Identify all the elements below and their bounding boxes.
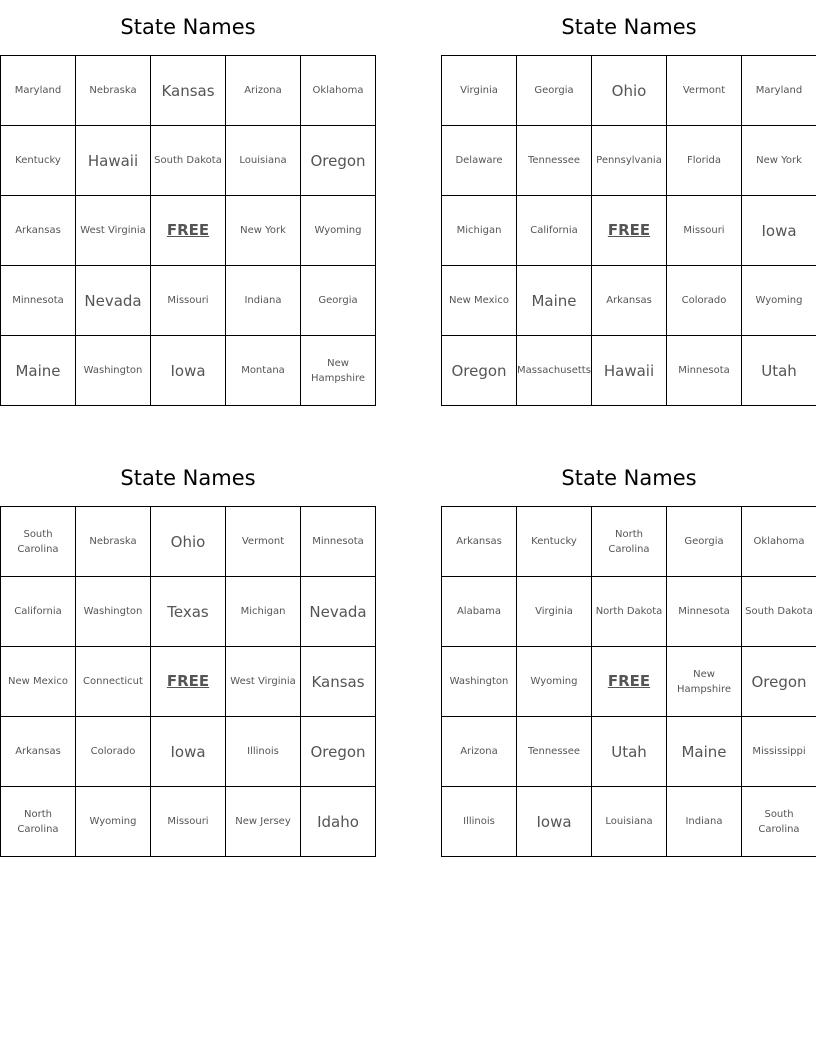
bingo-cell: Oklahoma [301,56,376,126]
card-title: State Names [561,15,697,39]
bingo-cell: Iowa [151,717,226,787]
bingo-cell: Virginia [442,56,517,126]
bingo-grid [441,506,816,857]
bingo-cell: West Virginia [226,647,301,717]
bingo-cell: Kansas [151,56,226,126]
bingo-cell: South Carolina [742,787,816,857]
bingo-cell: Ohio [151,507,226,577]
free-cell: FREE [592,647,667,717]
bingo-cell: Washington [76,577,151,647]
bingo-cell: Kentucky [517,507,592,577]
bingo-cell: Texas [151,577,226,647]
bingo-cell: Iowa [742,196,816,266]
bingo-cell: South Dakota [151,126,226,196]
card-title: State Names [120,15,256,39]
bingo-cell: Delaware [442,126,517,196]
bingo-cell: Arkansas [592,266,667,336]
bingo-cell: Wyoming [742,266,816,336]
bingo-cell: North Dakota [592,577,667,647]
bingo-cell: Illinois [442,787,517,857]
bingo-cell: Hawaii [76,126,151,196]
bingo-card-1 [0,0,376,406]
bingo-cell: Washington [442,647,517,717]
bingo-grid [441,55,816,406]
bingo-cell: Maryland [742,56,816,126]
bingo-cell: Mississippi [742,717,816,787]
bingo-cell: South Carolina [1,507,76,577]
bingo-cell: Wyoming [301,196,376,266]
bingo-card-4 [441,451,816,857]
bingo-cell: Minnesota [1,266,76,336]
bingo-cell: Alabama [442,577,517,647]
bingo-cell: Arizona [226,56,301,126]
bingo-cell: Minnesota [667,577,742,647]
bingo-cell: Vermont [667,56,742,126]
bingo-cell: Indiana [667,787,742,857]
free-cell: FREE [592,196,667,266]
bingo-cell: Georgia [667,507,742,577]
bingo-cell: North Carolina [1,787,76,857]
bingo-cell: Maine [667,717,742,787]
bingo-cell: Georgia [517,56,592,126]
bingo-cell: Hawaii [592,336,667,406]
bingo-grid [0,506,376,857]
bingo-cell: New Mexico [442,266,517,336]
bingo-cell: Tennessee [517,126,592,196]
bingo-cell: New Hampshire [667,647,742,717]
bingo-cell: Arkansas [1,717,76,787]
bingo-cell: Florida [667,126,742,196]
bingo-cell: Kentucky [1,126,76,196]
bingo-cell: Arkansas [442,507,517,577]
bingo-cell: Ohio [592,56,667,126]
bingo-cell: Maine [1,336,76,406]
bingo-cell: Montana [226,336,301,406]
bingo-cell: Maine [517,266,592,336]
card-title: State Names [561,466,697,490]
bingo-cell: California [517,196,592,266]
bingo-cell: Oklahoma [742,507,816,577]
bingo-cell: Minnesota [667,336,742,406]
bingo-cell: California [1,577,76,647]
bingo-cell: Kansas [301,647,376,717]
bingo-cell: New York [226,196,301,266]
bingo-cell: South Dakota [742,577,816,647]
bingo-cell: Oregon [742,647,816,717]
bingo-cell: Iowa [517,787,592,857]
bingo-cell: Arkansas [1,196,76,266]
bingo-grid [0,55,376,406]
bingo-card-3 [0,451,376,857]
bingo-cell: Pennsylvania [592,126,667,196]
bingo-cell: Wyoming [76,787,151,857]
bingo-cell: Oregon [301,717,376,787]
bingo-cell: Illinois [226,717,301,787]
bingo-cell: Iowa [151,336,226,406]
bingo-cell: Vermont [226,507,301,577]
bingo-cell: Nebraska [76,507,151,577]
bingo-cell: Nevada [76,266,151,336]
bingo-cell: Arizona [442,717,517,787]
bingo-cell: Oregon [442,336,517,406]
bingo-cell: West Virginia [76,196,151,266]
bingo-cell: New Hampshire [301,336,376,406]
bingo-cell: Washington [76,336,151,406]
bingo-cell: Michigan [442,196,517,266]
bingo-cell: North Carolina [592,507,667,577]
bingo-cell: Colorado [667,266,742,336]
bingo-cell: Nebraska [76,56,151,126]
bingo-cell: Louisiana [226,126,301,196]
bingo-cell: Oregon [301,126,376,196]
bingo-cell: Missouri [667,196,742,266]
bingo-cell: New York [742,126,816,196]
bingo-cell: Virginia [517,577,592,647]
bingo-cell: Tennessee [517,717,592,787]
bingo-cell: Colorado [76,717,151,787]
bingo-cell: Louisiana [592,787,667,857]
bingo-cell: New Mexico [1,647,76,717]
bingo-cell: Georgia [301,266,376,336]
bingo-cell: Nevada [301,577,376,647]
free-cell: FREE [151,196,226,266]
bingo-cell: Utah [742,336,816,406]
bingo-cell: Wyoming [517,647,592,717]
bingo-cell: Missouri [151,266,226,336]
bingo-cell: Indiana [226,266,301,336]
bingo-cell: Maryland [1,56,76,126]
card-title: State Names [120,466,256,490]
bingo-cell: Michigan [226,577,301,647]
bingo-cell: Connecticut [76,647,151,717]
bingo-cell: Utah [592,717,667,787]
bingo-cell: Missouri [151,787,226,857]
free-cell: FREE [151,647,226,717]
bingo-cell: Massachusetts [517,336,592,406]
bingo-cell: New Jersey [226,787,301,857]
bingo-card-2 [441,0,816,406]
bingo-cell: Minnesota [301,507,376,577]
bingo-cell: Idaho [301,787,376,857]
